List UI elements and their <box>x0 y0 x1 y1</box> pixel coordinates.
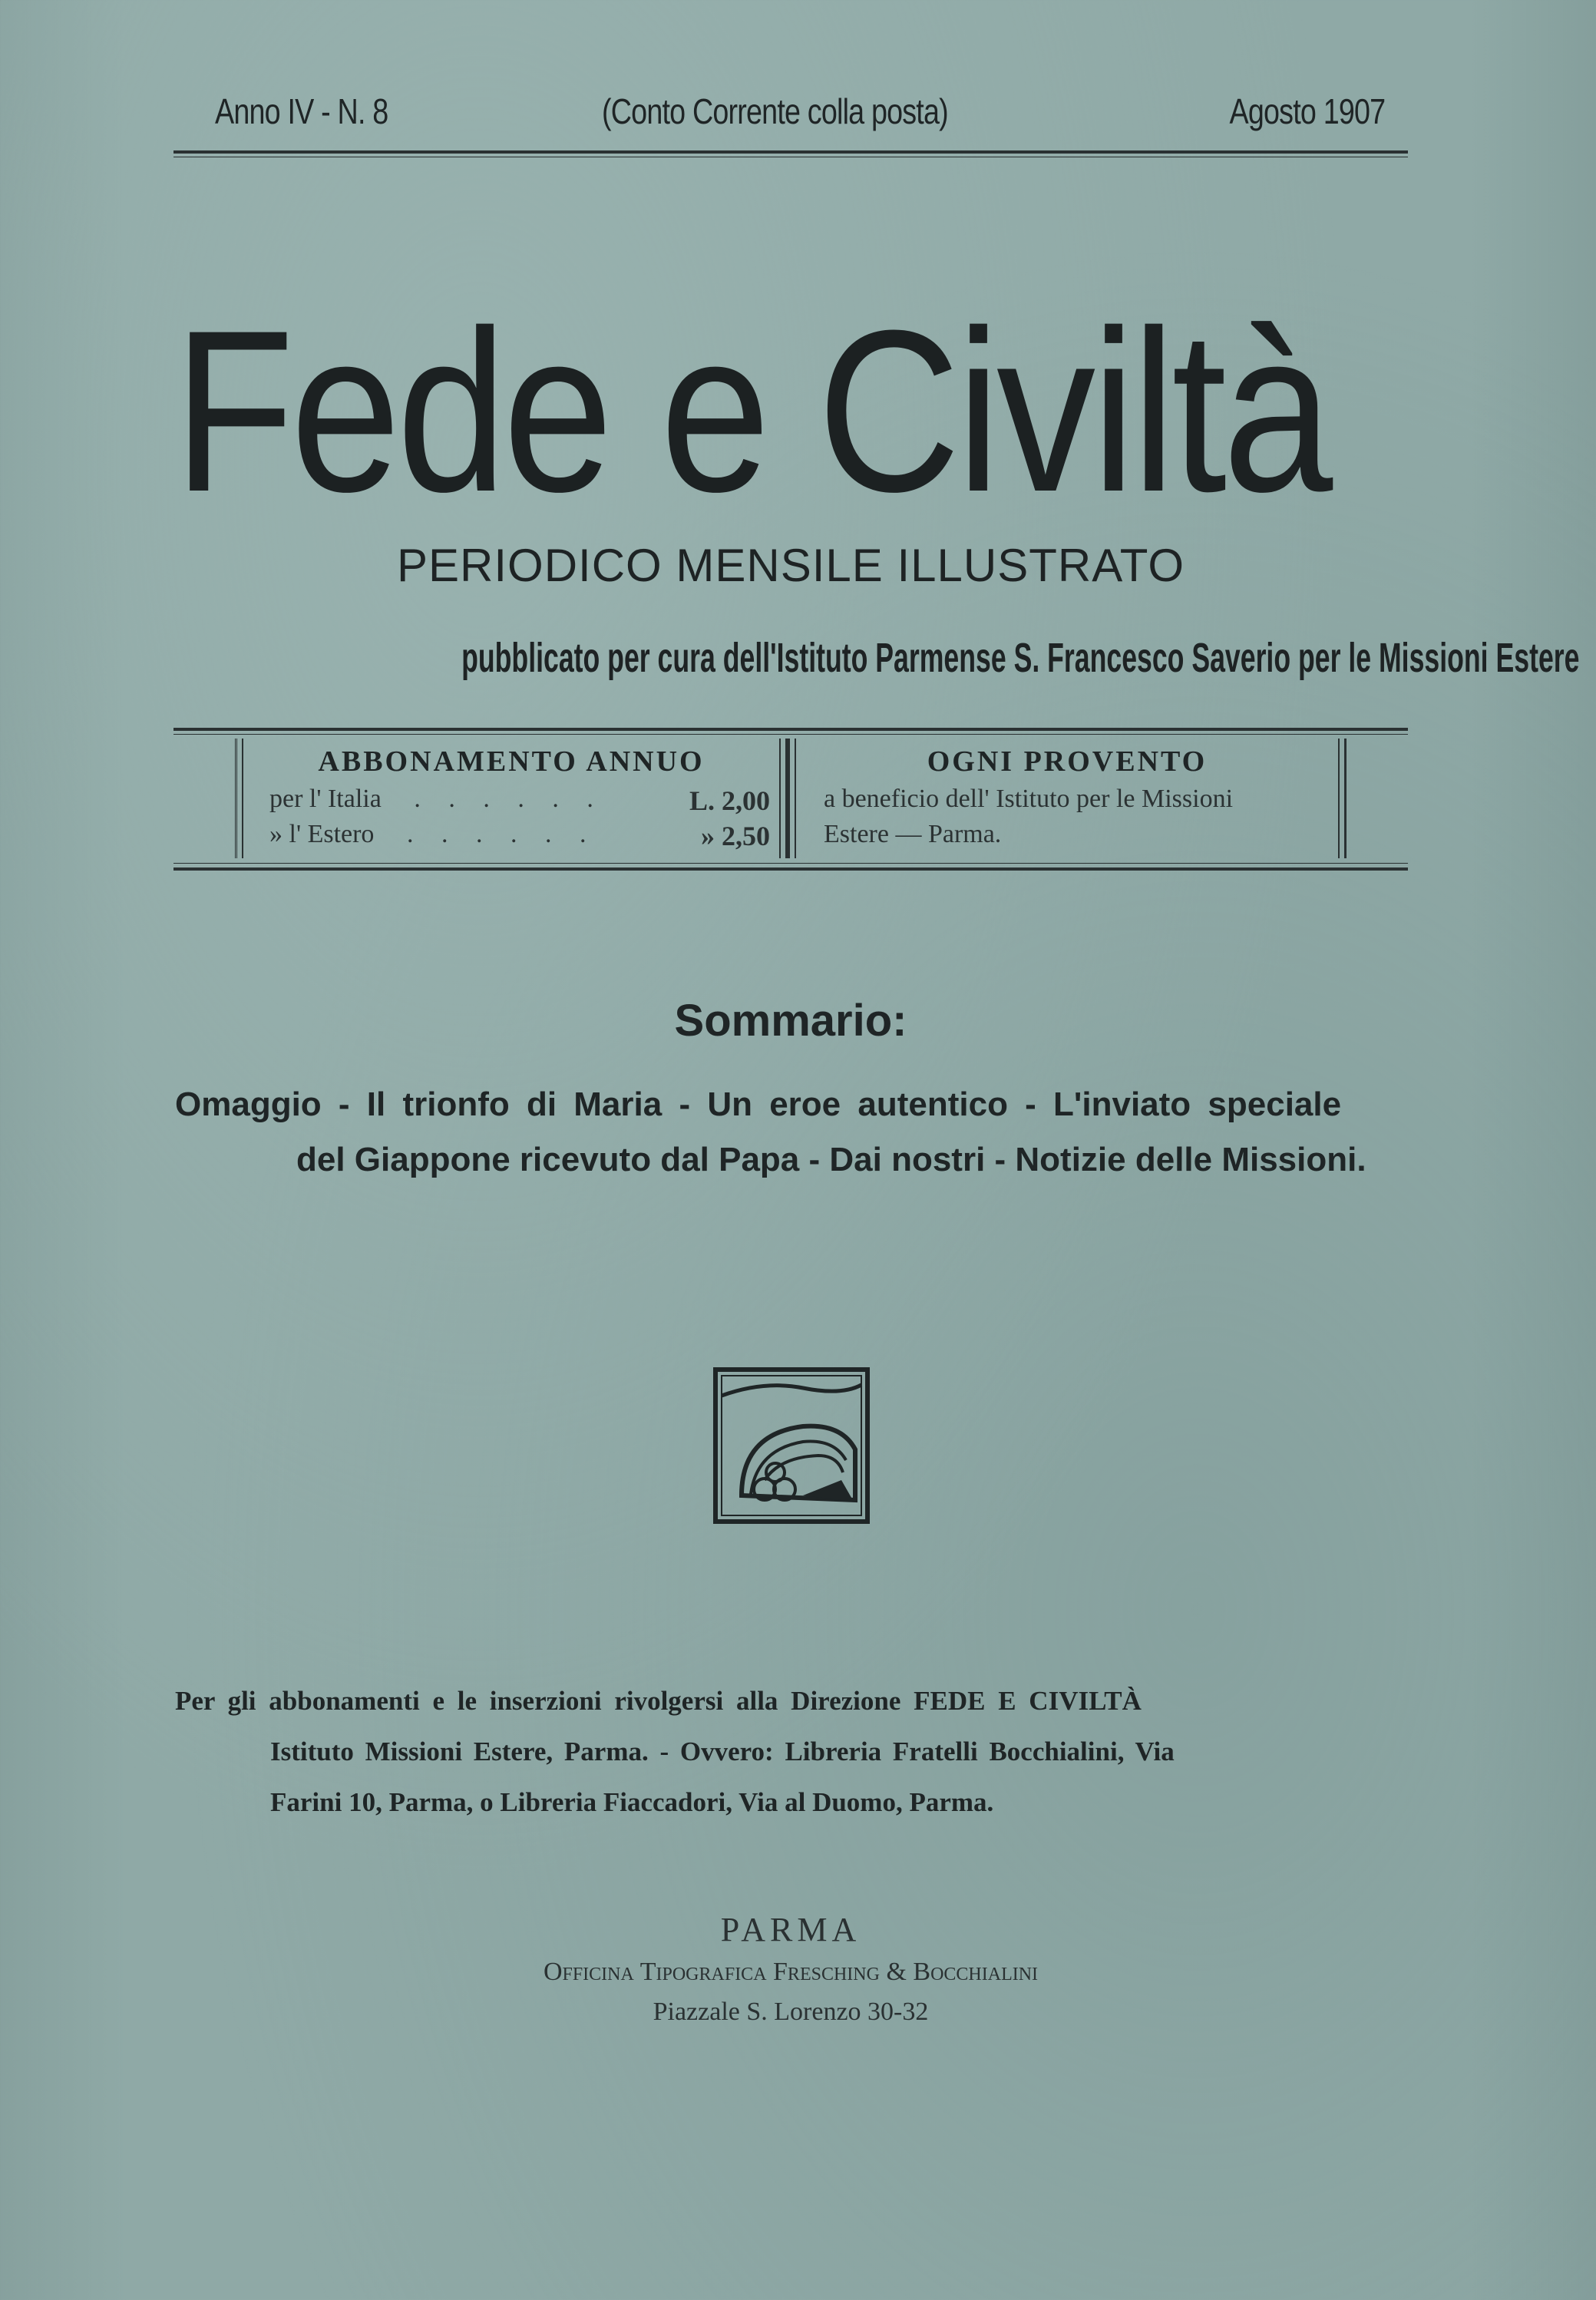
proceeds-title: OGNI PROVENTO <box>927 745 1208 778</box>
contacts-line-1: Per gli abbonamenti e le inserzioni rivolgersi alla Direzione FEDE E CIVILTÀ <box>175 1686 1142 1716</box>
box-rule-top-thin <box>173 734 1408 735</box>
subscription-row-abroad: » l' Estero . . . . . . » 2,50 <box>269 820 770 851</box>
contacts-line-3: Farini 10, Parma, o Libreria Fiaccadori, Via al Duomo, Parma. <box>270 1787 994 1817</box>
imprint-printer: Officina Tipografica Fresching & Bocchialini <box>543 1958 1039 1986</box>
publisher-line: pubblicato per cura dell'Istituto Parmense S. Francesco Saverio per le Missioni Estere <box>461 635 1580 681</box>
postal-note: (Conto Corrente colla posta) <box>602 91 948 131</box>
issue-number: Anno IV - N. 8 <box>215 91 388 131</box>
box-rule-bottom-thin <box>173 863 1408 864</box>
imprint-address: Piazzale S. Lorenzo 30-32 <box>653 1998 929 2026</box>
box-rule-top <box>173 728 1408 731</box>
proceeds-line-2: Estere — Parma. <box>824 820 1002 848</box>
proceeds-box <box>788 739 1347 858</box>
masthead-title: Fede e Civiltà <box>173 282 1330 540</box>
imprint-city: PARMA <box>720 1911 861 1948</box>
issue-date: Agosto 1907 <box>1229 91 1385 131</box>
cornucopia-emblem-icon <box>711 1365 872 1526</box>
header-rule-top <box>173 150 1408 154</box>
subscription-box <box>235 739 788 858</box>
contents-title: Sommario: <box>674 996 907 1046</box>
contents-line-1: Omaggio - Il trionfo di Maria - Un eroe autentico - L'inviato speciale <box>175 1086 1342 1123</box>
proceeds-line-1: a beneficio dell' Istituto per le Missioni <box>824 785 1234 813</box>
issue-header <box>173 91 1408 144</box>
contents-line-2: del Giappone ricevuto dal Papa - Dai nostri - Notizie delle Missioni. <box>296 1141 1366 1178</box>
subscription-title: ABBONAMENTO ANNUO <box>318 745 705 778</box>
contacts-line-2: Istituto Missioni Estere, Parma. - Ovvero: Libreria Fratelli Bocchialini, Via <box>270 1737 1175 1766</box>
masthead-subtitle: PERIODICO MENSILE ILLUSTRATO <box>397 540 1185 591</box>
subscription-row-italy: per l' Italia . . . . . . L. 2,00 <box>269 785 770 816</box>
box-rule-bottom <box>173 867 1408 871</box>
